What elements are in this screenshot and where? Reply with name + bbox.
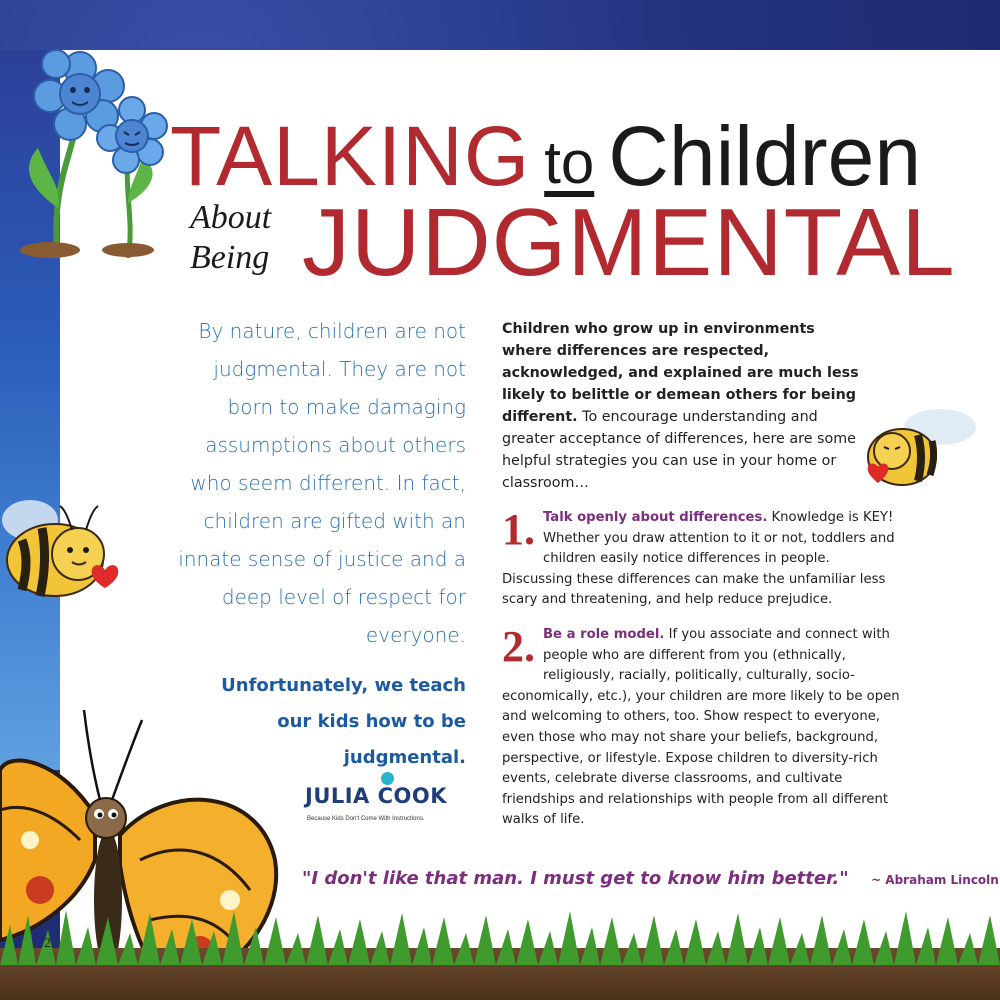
flower-icon bbox=[10, 28, 180, 258]
title-word-talking: TALKING bbox=[170, 109, 531, 203]
quote-text: "I don't like that man. I must get to know him better." bbox=[302, 868, 849, 889]
title-word-children: Children bbox=[608, 109, 922, 203]
lead-rest: To encourage understanding and greater acceptance of differences, here are some helpful strategies you can use in your home or classroom… bbox=[502, 409, 856, 491]
strategy-number: 1. bbox=[502, 505, 535, 554]
title-word-about: About bbox=[190, 199, 272, 236]
unfortunately-paragraph: Unfortunately, we teach our kids how to be judgmental. bbox=[221, 675, 466, 768]
strategy-number: 2. bbox=[502, 621, 535, 671]
title-word-being: Being bbox=[190, 239, 270, 276]
julia-cook-logo bbox=[305, 770, 470, 832]
page-number: 2 bbox=[44, 936, 51, 951]
strategies-column bbox=[502, 318, 900, 831]
strategy-item bbox=[502, 505, 900, 611]
strategy-text: If you associate and connect with people who are different from you (ethnically, religiously, racially, politically, culturally, socio-economically, etc.), your children are more likely to be open and welcoming to others, too. Show respect to everyone, even those who may not share your beliefs, background, perspective, or lifestyle. Expose children to diversity-rich events, celebrate diverse classrooms, and cultivate friendships and relationships with people from all different walks of life. bbox=[502, 626, 900, 828]
lead-paragraph bbox=[502, 318, 862, 494]
strategy-title: Talk openly about differences. bbox=[543, 510, 768, 525]
quote-line bbox=[302, 868, 999, 889]
strategy-item bbox=[502, 621, 900, 831]
logo-name: JULIA COOK bbox=[305, 784, 448, 808]
title-word-to: to bbox=[544, 129, 595, 196]
grass-icon bbox=[0, 905, 1000, 965]
logo-tagline: Because Kids Don't Come With Instructions. bbox=[307, 816, 425, 822]
quote-author: ~ Abraham Lincoln bbox=[871, 873, 999, 887]
strategy-title: Be a role model. bbox=[543, 626, 665, 642]
lead-bold: Children who grow up in environments where differences are respected, acknowledged, and explained are much less likely to belittle or demean others for being different. bbox=[502, 321, 859, 425]
intro-paragraph: By nature, children are not judgmental. They are not born to make damaging assumptions about others who seem different. In fact, children are gifted with an innate sense of justice and a deep level of respect for everyone. bbox=[178, 319, 466, 647]
title-about-being bbox=[190, 198, 271, 278]
heart-icon bbox=[92, 565, 119, 588]
strategy-text: Knowledge is KEY! Whether you draw attention to it or not, toddlers and children easily notice differences in people. Discussing these differences can make the unfamiliar less scary and threatening, and help reduce prejudice. bbox=[502, 510, 895, 608]
title-word-judgmental: JUDGMENTAL bbox=[302, 189, 956, 296]
bee-icon bbox=[0, 500, 130, 610]
